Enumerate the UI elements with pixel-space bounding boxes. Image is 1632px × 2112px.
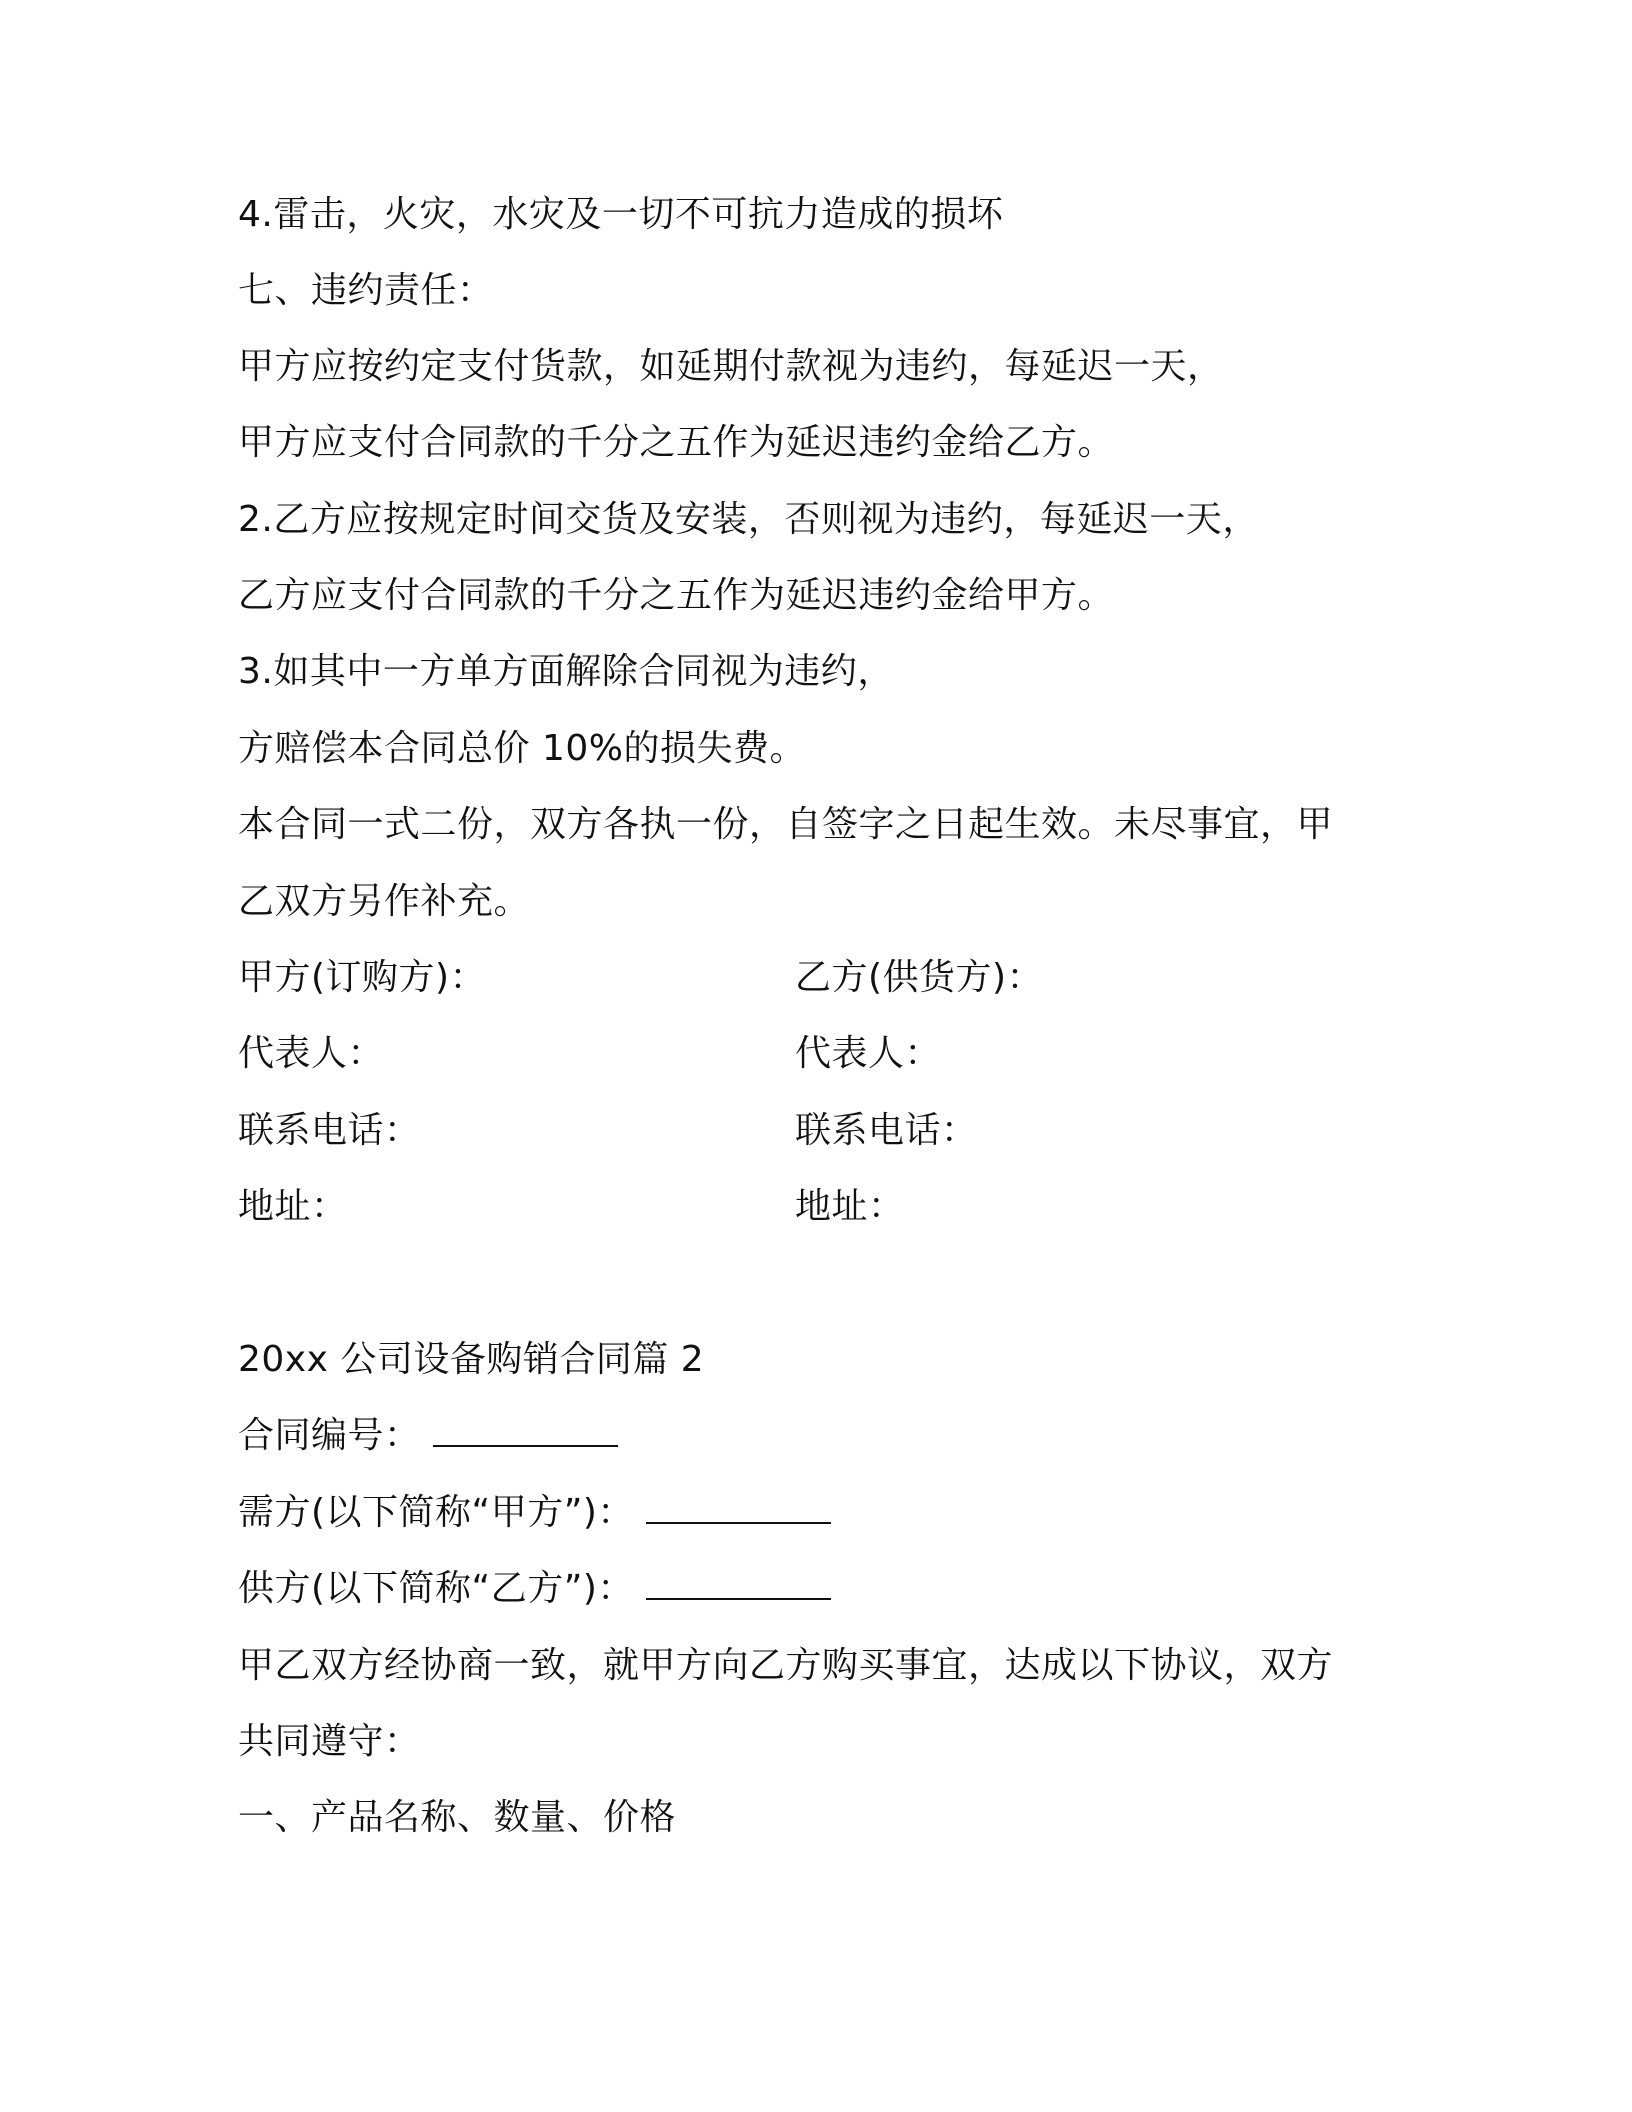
party-a-representative-label: 代表人： xyxy=(238,1033,385,1074)
breach-paragraph-3-line-1: 3.如其中一方单方面解除合同视为违约， xyxy=(238,651,894,692)
seller-row xyxy=(238,1566,831,1612)
seller-blank xyxy=(646,1568,831,1600)
party-a-address-label: 地址： xyxy=(238,1186,348,1227)
party-b-phone-label: 联系电话： xyxy=(795,1110,978,1151)
buyer-blank xyxy=(646,1492,831,1524)
clause-item-4: 4.雷击，火灾，水灾及一切不可抗力造成的损坏 xyxy=(238,194,1004,235)
agreement-intro-line-2: 共同遵守： xyxy=(238,1721,421,1762)
party-a-phone-label: 联系电话： xyxy=(238,1110,421,1151)
copies-paragraph-line-2: 乙双方另作补充。 xyxy=(238,881,531,922)
party-b-representative-label: 代表人： xyxy=(795,1033,942,1074)
breach-paragraph-2-line-2: 乙方应支付合同款的千分之五作为延迟违约金给甲方。 xyxy=(238,575,1115,616)
breach-paragraph-1-line-1: 甲方应按约定支付货款，如延期付款视为违约，每延迟一天， xyxy=(238,346,1224,387)
contract-number-label: 合同编号： xyxy=(238,1415,421,1456)
section-heading-products: 一、产品名称、数量、价格 xyxy=(238,1797,677,1838)
copies-paragraph-line-1: 本合同一式二份，双方各执一份，自签字之日起生效。未尽事宜，甲 xyxy=(238,804,1334,845)
buyer-label: 需方(以下简称“甲方”)： xyxy=(238,1492,634,1533)
contract-2-title: 20xx 公司设备购销合同篇 2 xyxy=(238,1339,705,1380)
section-heading-breach: 七、违约责任： xyxy=(238,270,494,311)
buyer-row xyxy=(238,1490,831,1536)
agreement-intro-line-1: 甲乙双方经协商一致，就甲方向乙方购买事宜，达成以下协议，双方 xyxy=(238,1645,1334,1686)
contract-number-blank xyxy=(433,1415,618,1447)
party-b-address-label: 地址： xyxy=(795,1186,905,1227)
seller-label: 供方(以下简称“乙方”)： xyxy=(238,1568,634,1609)
breach-paragraph-1-line-2: 甲方应支付合同款的千分之五作为延迟违约金给乙方。 xyxy=(238,422,1115,463)
breach-paragraph-3-line-2: 方赔偿本合同总价 10%的损失费。 xyxy=(238,728,806,769)
breach-paragraph-2-line-1: 2.乙方应按规定时间交货及安装，否则视为违约，每延迟一天， xyxy=(238,499,1259,540)
party-b-label: 乙方(供货方)： xyxy=(795,957,1044,998)
party-a-label: 甲方(订购方)： xyxy=(238,957,487,998)
contract-number-row xyxy=(238,1413,618,1459)
